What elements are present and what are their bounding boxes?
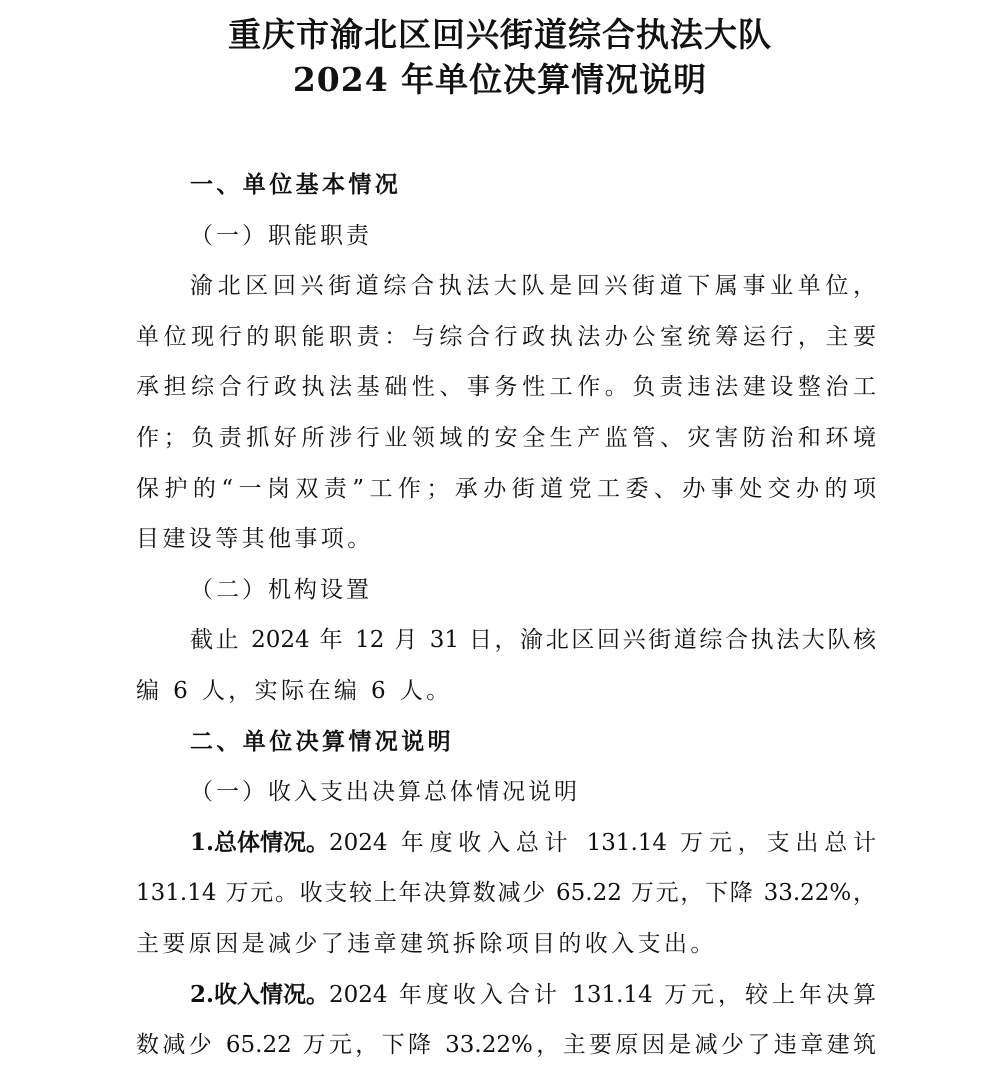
subsection-heading: （一）收入支出决算总体情况说明 [190, 779, 580, 806]
paragraph-line: 目建设等其他事项。 [136, 526, 374, 553]
paragraph-line: 渝北区回兴街道综合执法大队是回兴街道下属事业单位， [190, 273, 876, 300]
subsection-heading: （二）机构设置 [190, 576, 372, 603]
paragraph-line: 数减少 65.22 万元，下降 33.22%，主要原因是减少了违章建筑 [136, 1032, 876, 1059]
paragraph-line: 保护的“一岗双责”工作；承办街道党工委、办事处交办的项 [136, 475, 876, 502]
section-heading: 一、单位基本情况 [190, 172, 402, 198]
paragraph-line: 作；负责抓好所涉行业领域的安全生产监管、灾害防治和环境 [136, 425, 876, 451]
paragraph-line: 截止 2024 年 12 月 31 日，渝北区回兴街道综合执法大队核 [190, 627, 876, 654]
section-heading: 二、单位决算情况说明 [190, 728, 454, 755]
paragraph-line [190, 818, 876, 868]
paragraph-text: 2024 年度收入合计 131.14 万元，较上年决算 [329, 981, 876, 1008]
paragraph-lead: 1.总体情况。 [190, 828, 330, 856]
paragraph-line: 131.14 万元。收支较上年决算数减少 65.22 万元，下降 33.22%， [136, 880, 876, 907]
document-title-line-2: 2024 年单位决算情况说明 [292, 60, 708, 99]
subsection-heading: （一）职能职责 [190, 222, 372, 249]
paragraph-lead: 2.收入情况。 [190, 980, 330, 1008]
paragraph-line: 承担综合行政执法基础性、事务性工作。负责违法建设整治工 [136, 374, 876, 401]
paragraph-line: 主要原因是减少了违章建筑拆除项目的收入支出。 [136, 931, 717, 957]
paragraph-line: 编 6 人，实际在编 6 人。 [136, 678, 453, 704]
paragraph-text: 2024 年度收入总计 131.14 万元，支出总计 [329, 829, 876, 856]
paragraph-line: 单位现行的职能职责：与综合行政执法办公室统筹运行，主要 [136, 323, 876, 350]
paragraph-line [190, 970, 876, 1020]
document-title-line-1: 重庆市渝北区回兴街道综合执法大队 [228, 15, 772, 54]
